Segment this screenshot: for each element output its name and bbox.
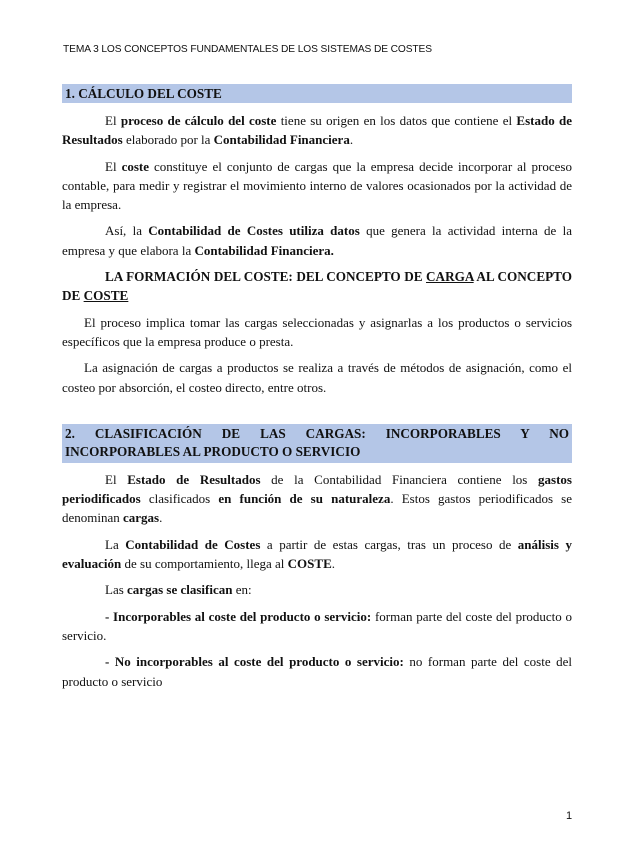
- s2-paragraph-3: Las cargas se clasifican en:: [105, 582, 252, 598]
- list-item: - Incorporables al coste del producto o servicio: forman parte del coste del producto o servicio.: [62, 608, 572, 643]
- s1-paragraph-2: El coste constituye el conjunto de cargas que la empresa decide incorporar al proceso contable, para medir y registrar el movimiento interno de valores ocasionados por la actividad de la empresa.: [62, 158, 572, 213]
- s1-paragraph-1: El proceso de cálculo del coste tiene su origen en los datos que contiene el Estado de Resultados elaborado por la Contabilidad Financiera.: [62, 113, 572, 148]
- page-number: 1: [566, 810, 573, 822]
- section-2-title: 2. CLASIFICACIÓN DE LAS CARGAS: INCORPORABLES Y NO INCORPORABLES AL PRODUCTO O SERVICIO: [62, 424, 572, 463]
- section-1-title: 1. CÁLCULO DEL COSTE: [62, 84, 572, 103]
- s2-paragraph-2: La Contabilidad de Costes a partir de estas cargas, tras un proceso de análisis y evaluación de su comportamiento, llega al COSTE.: [62, 536, 573, 572]
- running-header: TEMA 3 LOS CONCEPTOS FUNDAMENTALES DE LOS SISTEMAS DE COSTES: [63, 44, 432, 55]
- s1-paragraph-5: La asignación de cargas a productos se realiza a través de métodos de asignación, como el costeo por absorción, el costeo directo, entre otros.: [62, 360, 572, 395]
- s1-subheading: LA FORMACIÓN DEL COSTE: DEL CONCEPTO DE CARGA AL CONCEPTO DE COSTE: [62, 269, 572, 304]
- s2-paragraph-1: El Estado de Resultados de la Contabilidad Financiera contiene los gastos periodificados clasificados en función de su naturaleza. Estos gastos periodificados se denominan cargas.: [62, 471, 572, 526]
- s1-paragraph-4: El proceso implica tomar las cargas seleccionadas y asignarlas a los productos o servicios específicos que la empresa produce o presta.: [62, 314, 572, 349]
- s1-paragraph-3: Así, la Contabilidad de Costes utiliza datos que genera la actividad interna de la empresa y que elabora la Contabilidad Financiera.: [62, 223, 572, 258]
- document-body: [62, 84, 572, 691]
- list-item: - No incorporables al coste del producto o servicio: no forman parte del coste del producto o servicio: [62, 654, 572, 689]
